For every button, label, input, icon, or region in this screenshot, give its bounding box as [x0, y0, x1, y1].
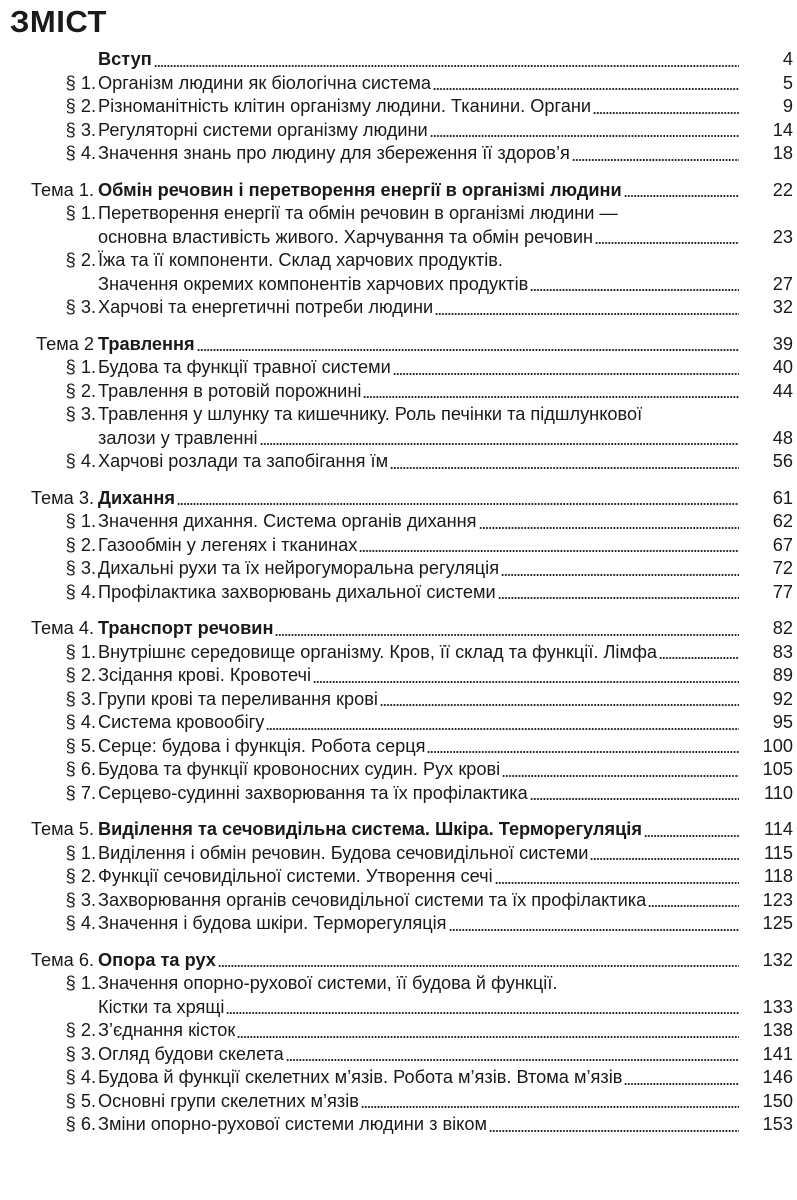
toc-entry — [0, 641, 797, 665]
entry-number: § 4. — [65, 1067, 96, 1087]
toc-entry — [0, 142, 797, 166]
page-number: 132 — [762, 949, 793, 970]
page-number: 18 — [772, 143, 793, 163]
toc-entry — [0, 972, 797, 1019]
toc-line — [0, 534, 797, 558]
dot-leader — [530, 289, 739, 291]
toc-line — [0, 688, 797, 712]
page-number: 125 — [762, 913, 793, 933]
toc-line — [0, 996, 797, 1020]
page-number: 82 — [772, 618, 793, 638]
toc-entry — [0, 1019, 797, 1043]
entry-title: Будова та функції кровоносних судин. Рух крові — [98, 759, 501, 779]
dot-leader — [390, 467, 739, 469]
entry-title: Будова й функції скелетних м’язів. Робота м’язів. Втома м’язів — [98, 1067, 623, 1087]
toc-line — [0, 226, 797, 250]
toc-entry — [0, 1066, 797, 1090]
dot-leader — [501, 574, 739, 576]
entry-number: Тема 3. — [30, 487, 94, 508]
entry-number: § 3. — [65, 1043, 96, 1064]
entry-title: Дихання — [98, 487, 175, 508]
entry-title: Травлення у шлунку та кишечнику. Роль печінки та підшлункової — [98, 404, 643, 424]
toc-line — [0, 617, 797, 641]
page-number: 62 — [772, 511, 793, 531]
entry-number: § 2. — [65, 250, 96, 270]
toc-entry — [0, 356, 797, 380]
entry-title: Різноманітність клітин організму людини. Тканини. Органи — [98, 96, 592, 116]
toc-line — [0, 972, 797, 996]
entry-number: § 2. — [65, 534, 96, 555]
entry-title: Значення дихання. Система органів дихання — [98, 511, 477, 531]
toc-section — [0, 333, 797, 474]
toc-section — [0, 617, 797, 805]
dot-leader — [380, 704, 739, 706]
toc-section — [0, 818, 797, 936]
entry-title: залози у травленні — [98, 427, 258, 448]
toc-line — [0, 427, 797, 451]
entry-title: Харчові та енергетичні потреби людини — [98, 297, 434, 317]
page-number: 67 — [772, 534, 793, 555]
toc-entry — [0, 557, 797, 581]
toc-entry — [0, 758, 797, 782]
toc-line — [0, 142, 797, 166]
toc-heading-entry — [0, 617, 797, 641]
entry-title: Газообмін у легенях і тканинах — [98, 534, 358, 555]
table-of-contents — [0, 48, 797, 1150]
toc-entry — [0, 711, 797, 735]
dot-leader — [644, 835, 739, 837]
entry-number: § 2. — [65, 1020, 96, 1040]
entry-title: Захворювання органів сечовидільної системи та їх профілактика — [98, 889, 647, 910]
entry-number: § 4. — [65, 581, 96, 602]
entry-title: Функції сечовидільної системи. Утворення сечі — [98, 866, 493, 886]
toc-line — [0, 818, 797, 842]
entry-title: Профілактика захворювань дихальної системи — [98, 581, 496, 602]
entry-number: § 1. — [65, 357, 96, 377]
page-number: 141 — [762, 1043, 793, 1064]
dot-leader — [624, 1083, 739, 1085]
page-number: 77 — [772, 581, 793, 602]
entry-title: Значення знань про людину для збереження її здоров’я — [98, 143, 570, 163]
toc-line — [0, 735, 797, 759]
dot-leader — [572, 159, 739, 161]
toc-line — [0, 782, 797, 806]
page-number: 44 — [772, 380, 793, 401]
dot-leader — [479, 527, 739, 529]
toc-entry — [0, 249, 797, 296]
entry-title: Кістки та хрящі — [98, 996, 225, 1017]
entry-title: Обмін речовин і перетворення енергії в організмі людини — [98, 179, 622, 200]
entry-title: Організм людини як біологічна система — [98, 72, 432, 93]
toc-entry — [0, 202, 797, 249]
toc-line — [0, 95, 797, 119]
entry-title: Значення опорно-рухової системи, її будова й функції. — [98, 973, 558, 993]
entry-number: § 2. — [65, 96, 96, 116]
entry-title: Зсідання крові. Кровотечі — [98, 665, 311, 685]
toc-section — [0, 48, 797, 166]
entry-number: § 6. — [65, 1114, 96, 1134]
toc-section — [0, 179, 797, 320]
page-title: ЗМІСТ — [10, 4, 107, 39]
page-number: 72 — [772, 558, 793, 578]
dot-leader — [154, 65, 739, 67]
toc-heading-entry — [0, 818, 797, 842]
toc-entry — [0, 688, 797, 712]
entry-title: Транспорт речовин — [98, 618, 274, 638]
dot-leader — [433, 88, 739, 90]
page-number: 56 — [772, 451, 793, 471]
page-number: 9 — [782, 96, 793, 116]
toc-entry — [0, 889, 797, 913]
page-number: 32 — [772, 297, 793, 317]
toc-heading-entry — [0, 333, 797, 357]
entry-number: § 4. — [65, 913, 96, 933]
toc-entry — [0, 1113, 797, 1137]
entry-number: § 7. — [65, 782, 96, 803]
entry-number: § 1. — [65, 842, 96, 863]
toc-entry — [0, 534, 797, 558]
toc-heading-entry — [0, 487, 797, 511]
dot-leader — [218, 965, 739, 967]
toc-entry — [0, 782, 797, 806]
toc-line — [0, 711, 797, 735]
dot-leader — [430, 135, 739, 137]
dot-leader — [435, 313, 739, 315]
page-number: 138 — [762, 1020, 793, 1040]
page-number: 153 — [762, 1114, 793, 1134]
toc-entry — [0, 119, 797, 143]
page-number: 39 — [772, 333, 793, 354]
toc-heading-entry — [0, 949, 797, 973]
toc-entry — [0, 450, 797, 474]
entry-number: § 1. — [65, 641, 96, 662]
entry-number: § 3. — [65, 688, 96, 709]
entry-title: Система кровообігу — [98, 712, 265, 732]
toc-line — [0, 119, 797, 143]
toc-line — [0, 1043, 797, 1067]
toc-entry — [0, 842, 797, 866]
entry-number: § 2. — [65, 665, 96, 685]
toc-line — [0, 296, 797, 320]
page-number: 118 — [764, 866, 793, 886]
entry-title: Травлення — [98, 333, 195, 354]
toc-line — [0, 758, 797, 782]
entry-number: Тема 2 — [36, 333, 94, 354]
entry-title: Дихальні рухи та їх нейрогуморальна регуляція — [98, 558, 500, 578]
toc-section — [0, 487, 797, 605]
entry-number: § 3. — [65, 404, 96, 424]
toc-line — [0, 333, 797, 357]
entry-title: Опора та рух — [98, 949, 216, 970]
toc-section — [0, 949, 797, 1137]
dot-leader — [266, 728, 739, 730]
entry-title: Вступ — [98, 49, 152, 69]
dot-leader — [495, 882, 739, 884]
toc-entry — [0, 865, 797, 889]
toc-entry — [0, 581, 797, 605]
dot-leader — [659, 657, 739, 659]
page-number: 114 — [764, 819, 793, 839]
dot-leader — [177, 503, 739, 505]
dot-leader — [313, 681, 739, 683]
page-number: 83 — [772, 641, 793, 662]
toc-line — [0, 842, 797, 866]
dot-leader — [449, 929, 739, 931]
entry-number: § 1. — [65, 511, 96, 531]
dot-leader — [286, 1059, 739, 1061]
toc-line — [0, 450, 797, 474]
dot-leader — [595, 242, 739, 244]
dot-leader — [502, 775, 739, 777]
entry-number: § 3. — [65, 119, 96, 140]
toc-line — [0, 202, 797, 226]
dot-leader — [648, 905, 739, 907]
dot-leader — [593, 112, 739, 114]
entry-title: Групи крові та переливання крові — [98, 688, 378, 709]
toc-line — [0, 72, 797, 96]
page-number: 27 — [772, 273, 793, 294]
toc-line — [0, 510, 797, 534]
toc-line — [0, 664, 797, 688]
entry-number: § 5. — [65, 735, 96, 756]
entry-title: Виділення та сечовидільна система. Шкіра. Терморегуляція — [98, 819, 642, 839]
toc-entry — [0, 72, 797, 96]
entry-number: § 1. — [65, 203, 96, 223]
toc-entry — [0, 1043, 797, 1067]
entry-title: Огляд будови скелета — [98, 1043, 284, 1064]
toc-line — [0, 48, 797, 72]
dot-leader — [275, 634, 739, 636]
entry-title: Харчові розлади та запобігання їм — [98, 451, 389, 471]
page-number: 40 — [772, 357, 793, 377]
page-number: 115 — [764, 842, 793, 863]
page-number: 110 — [764, 782, 793, 803]
dot-leader — [359, 550, 739, 552]
toc-entry — [0, 296, 797, 320]
entry-number: Тема 6. — [30, 949, 94, 970]
toc-line — [0, 487, 797, 511]
toc-entry — [0, 403, 797, 450]
toc-line — [0, 249, 797, 273]
entry-number: § 4. — [65, 143, 96, 163]
toc-line — [0, 641, 797, 665]
dot-leader — [197, 349, 739, 351]
entry-number: § 3. — [65, 558, 96, 578]
toc-line — [0, 557, 797, 581]
toc-entry — [0, 735, 797, 759]
dot-leader — [260, 443, 739, 445]
entry-title: Зміни опорно-рухової системи людини з віком — [98, 1114, 487, 1134]
toc-entry — [0, 664, 797, 688]
toc-entry — [0, 510, 797, 534]
entry-number: § 6. — [65, 759, 96, 779]
entry-title: Серце: будова і функція. Робота серця — [98, 735, 426, 756]
entry-number: § 3. — [65, 889, 96, 910]
toc-line — [0, 865, 797, 889]
dot-leader — [361, 1106, 739, 1108]
page-number: 150 — [762, 1090, 793, 1111]
toc-entry — [0, 95, 797, 119]
dot-leader — [427, 751, 739, 753]
toc-line — [0, 912, 797, 936]
toc-line — [0, 403, 797, 427]
toc-line — [0, 380, 797, 404]
dot-leader — [624, 195, 739, 197]
entry-title: основна властивість живого. Харчування та обмін речовин — [98, 226, 594, 247]
dot-leader — [489, 1130, 739, 1132]
dot-leader — [498, 597, 739, 599]
page-number: 105 — [762, 759, 793, 779]
page-number: 22 — [772, 179, 793, 200]
page-number: 146 — [762, 1067, 793, 1087]
toc-line — [0, 1113, 797, 1137]
toc-line — [0, 273, 797, 297]
entry-title: Виділення і обмін речовин. Будова сечовидільної системи — [98, 842, 589, 863]
dot-leader — [226, 1012, 739, 1014]
page-number: 123 — [762, 889, 793, 910]
entry-number: Тема 1. — [30, 179, 94, 200]
toc-line — [0, 356, 797, 380]
dot-leader — [530, 798, 739, 800]
entry-title: Основні групи скелетних м’язів — [98, 1090, 359, 1111]
page-number: 133 — [762, 996, 793, 1017]
page-number: 92 — [772, 688, 793, 709]
entry-number: § 1. — [65, 72, 96, 93]
entry-title: Регуляторні системи організму людини — [98, 119, 428, 140]
page-number: 61 — [772, 487, 793, 508]
page-number: 48 — [772, 427, 793, 448]
entry-number: § 2. — [65, 866, 96, 886]
entry-number: § 4. — [65, 712, 96, 732]
toc-heading-entry — [0, 179, 797, 203]
toc-entry — [0, 912, 797, 936]
entry-number: § 2. — [65, 380, 96, 401]
entry-title: Значення окремих компонентів харчових продуктів — [98, 273, 529, 294]
page-number: 100 — [762, 735, 793, 756]
toc-line — [0, 949, 797, 973]
page-number: 89 — [772, 665, 793, 685]
entry-number: Тема 5. — [30, 819, 94, 839]
entry-title: Внутрішнє середовище організму. Кров, її склад та функції. Лімфа — [98, 641, 658, 662]
page-number: 5 — [782, 72, 793, 93]
entry-title: Значення і будова шкіри. Терморегуляція — [98, 913, 447, 933]
dot-leader — [363, 396, 739, 398]
entry-title: Будова та функції травної системи — [98, 357, 391, 377]
page-number: 14 — [772, 119, 793, 140]
toc-line — [0, 179, 797, 203]
toc-heading-entry — [0, 48, 797, 72]
toc-entry — [0, 1090, 797, 1114]
entry-number: § 1. — [65, 973, 96, 993]
dot-leader — [237, 1036, 739, 1038]
page-number: 4 — [782, 49, 793, 69]
toc-line — [0, 1090, 797, 1114]
entry-number: § 5. — [65, 1090, 96, 1111]
entry-title: Травлення в ротовій порожнині — [98, 380, 362, 401]
page-number: 95 — [772, 712, 793, 732]
dot-leader — [590, 858, 739, 860]
entry-number: § 3. — [65, 297, 96, 317]
entry-title: Серцево-судинні захворювання та їх профілактика — [98, 782, 528, 803]
entry-title: Їжа та її компоненти. Склад харчових продуктів. — [98, 250, 503, 270]
entry-number: § 4. — [65, 451, 96, 471]
page-number: 23 — [772, 226, 793, 247]
entry-title: З’єднання кісток — [98, 1020, 236, 1040]
toc-line — [0, 1019, 797, 1043]
entry-title: Перетворення енергії та обмін речовин в організмі людини — — [98, 203, 618, 223]
toc-line — [0, 889, 797, 913]
dot-leader — [393, 373, 739, 375]
toc-line — [0, 581, 797, 605]
entry-number: Тема 4. — [30, 618, 94, 638]
toc-entry — [0, 380, 797, 404]
toc-line — [0, 1066, 797, 1090]
